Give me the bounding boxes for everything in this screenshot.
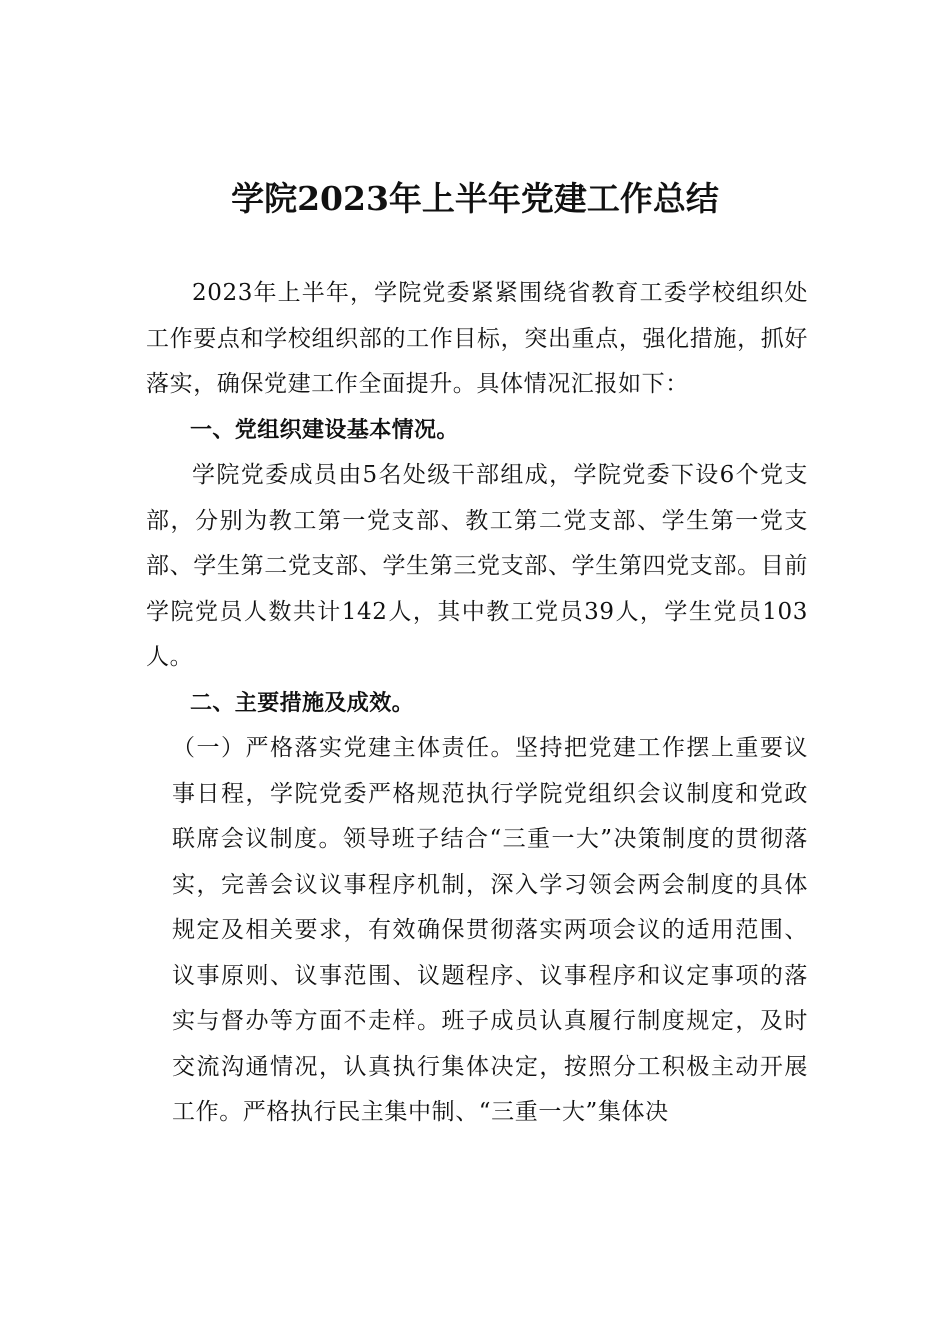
subsection-1-title: （一）严格落实党建主体责任。 — [172, 735, 515, 761]
section-1-heading: 一、党组织建设基本情况。 — [190, 417, 459, 443]
section-2-heading: 二、主要措施及成效。 — [190, 690, 415, 716]
document-title: 学院2023年上半年党建工作总结 — [231, 179, 719, 218]
subsection-1-body: 坚持把党建工作摆上重要议事日程，学院党委严格规范执行学院党组织会议制度和党政联席会议制度。领导班子结合“三重一大”决策制度的贯彻落实，完善会议议事程序机制，深入学习领会两会制度的具体规定及相关要求，有效确保贯彻落实两项会议的适用范围、议事原则、议事范围、议题程序、议事程序和议定事项的落实与督办等方面不走样。班子成员认真履行制度规定，及时交流沟通情况，认真执行集体决定，按照分工积极主动开展工作。严格执行民主集中制、“三重一大”集体决 — [172, 735, 809, 1125]
subsection-1-paragraph — [146, 726, 808, 1136]
intro-paragraph: 2023年上半年，学院党委紧紧围绕省教育工委学校组织处工作要点和学校组织部的工作目标，突出重点，强化措施，抓好落实，确保党建工作全面提升。具体情况汇报如下： — [146, 280, 808, 397]
document-body — [146, 271, 808, 1136]
section-1-paragraph: 学院党委成员由5名处级干部组成，学院党委下设6个党支部，分别为教工第一党支部、教工第二党支部、学生第一党支部、学生第二党支部、学生第三党支部、学生第四党支部。目前学院党员人数共计142人，其中教工党员39人，学生党员103人。 — [146, 462, 808, 670]
